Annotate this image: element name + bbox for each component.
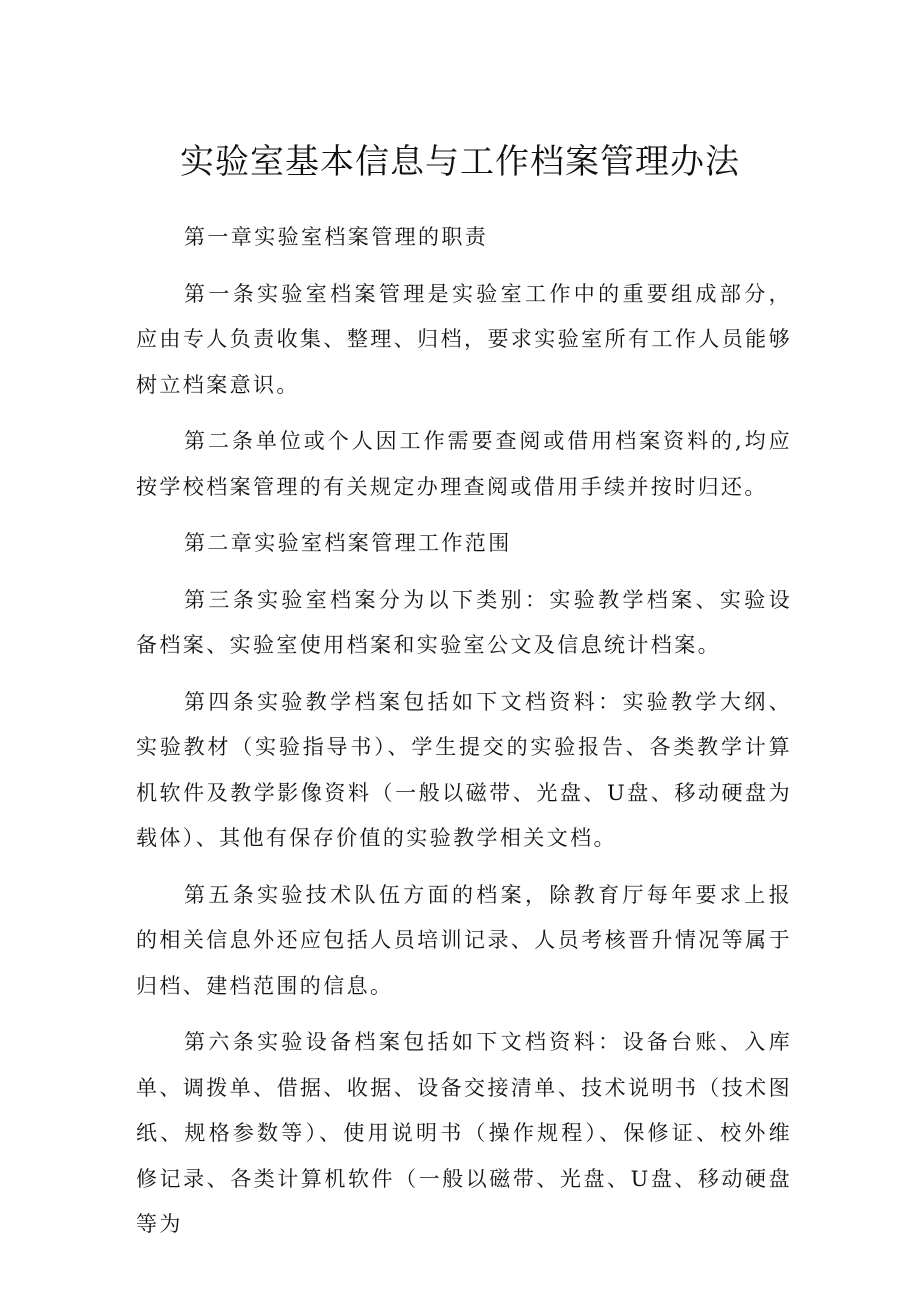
article-4: 第四条实验教学档案包括如下文档资料：实验教学大纲、实验教材（实验指导书）、学生提交的实验报告、各类教学计算机软件及教学影像资料（一般以磁带、光盘、U盘、移动硬盘为载体）、其他有保存价值的实验教学相关文档。 (136, 689, 792, 850)
article-5: 第五条实验技术队伍方面的档案，除教育厅每年要求上报的相关信息外还应包括人员培训记录、人员考核晋升情况等属于归档、建档范围的信息。 (136, 882, 792, 998)
article-1: 第一条实验室档案管理是实验室工作中的重要组成部分，应由专人负责收集、整理、归档，要求实验室所有工作人员能够树立档案意识。 (136, 281, 792, 397)
article-3: 第三条实验室档案分为以下类别：实验教学档案、实验设备档案、实验室使用档案和实验室公文及信息统计档案。 (136, 587, 792, 657)
chapter-2-heading: 第二章实验室档案管理工作范围 (184, 531, 512, 555)
article-2: 第二条单位或个人因工作需要查阅或借用档案资料的,均应按学校档案管理的有关规定办理查阅或借用手续并按时归还。 (136, 429, 792, 499)
chapter-1-heading: 第一章实验室档案管理的职责 (184, 225, 489, 249)
document-title: 实验室基本信息与工作档案管理办法 (180, 142, 740, 182)
document-body (136, 215, 792, 1259)
article-6: 第六条实验设备档案包括如下文档资料：设备台账、入库单、调拨单、借据、收据、设备交接清单、技术说明书（技术图纸、规格参数等）、使用说明书（操作规程）、保修证、校外维修记录、各类计算机软件（一般以磁带、光盘、U盘、移动硬盘等为 (136, 1030, 792, 1236)
